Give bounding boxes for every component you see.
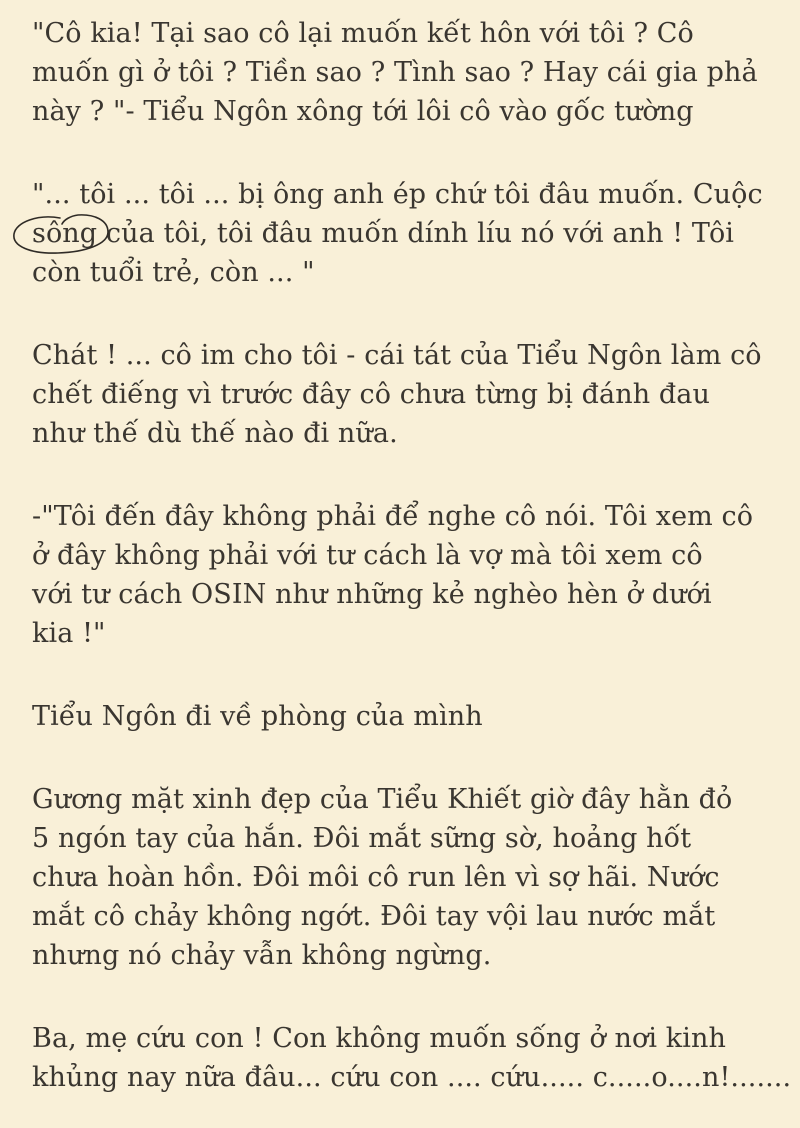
paragraph-2 xyxy=(32,175,792,292)
text-line: Chát ! ... cô im cho tôi - cái tát của Tiểu Ngôn làm cô xyxy=(32,340,762,371)
paragraph-6 xyxy=(32,780,792,975)
text-line: nhưng nó chảy vẫn không ngừng. xyxy=(32,940,492,971)
text-line: mắt cô chảy không ngớt. Đôi tay vội lau nước mắt xyxy=(32,901,716,932)
text-line: Gương mặt xinh đẹp của Tiểu Khiết giờ đây hằn đỏ xyxy=(32,784,733,815)
paragraph-gap xyxy=(32,131,792,175)
text-line: Ba, mẹ cứu con ! Con không muốn sống ở nơi kinh xyxy=(32,1023,726,1054)
paragraph-gap xyxy=(32,453,792,497)
paragraph-gap xyxy=(32,653,792,697)
text-line: khủng nay nữa đâu... cứu con .... cứu..... c.....o....n!....... xyxy=(32,1062,792,1093)
text-line: còn tuổi trẻ, còn ... " xyxy=(32,257,315,288)
text-line: 5 ngón tay của hắn. Đôi mắt sững sờ, hoảng hốt xyxy=(32,823,692,854)
text-line: Tiểu Ngôn đi về phòng của mình xyxy=(32,701,483,732)
text-line: này ? "- Tiểu Ngôn xông tới lôi cô vào gốc tường xyxy=(32,96,694,127)
paragraph-5 xyxy=(32,697,792,736)
text-line: "... tôi ... tôi ... bị ông anh ép chứ tôi đâu muốn. Cuộc xyxy=(32,179,763,210)
text-line: kia !" xyxy=(32,618,106,649)
paragraph-1 xyxy=(32,14,792,131)
paragraph-4 xyxy=(32,497,792,653)
story-text xyxy=(32,14,792,1097)
text-line: chưa hoàn hồn. Đôi môi cô run lên vì sợ hãi. Nước xyxy=(32,862,720,893)
text-line: sông của tôi, tôi đâu muốn dính líu nó với anh ! Tôi xyxy=(32,218,735,249)
text-line: -"Tôi đến đây không phải để nghe cô nói. Tôi xem cô xyxy=(32,501,754,532)
paragraph-gap xyxy=(32,292,792,336)
text-line: "Cô kia! Tại sao cô lại muốn kết hôn với tôi ? Cô xyxy=(32,18,694,49)
text-line: như thế dù thế nào đi nữa. xyxy=(32,418,398,449)
text-line: muốn gì ở tôi ? Tiền sao ? Tình sao ? Hay cái gia phả xyxy=(32,57,758,88)
paragraph-gap xyxy=(32,736,792,780)
text-line: chết điếng vì trước đây cô chưa từng bị đánh đau xyxy=(32,379,710,410)
paragraph-gap xyxy=(32,975,792,1019)
text-line: với tư cách OSIN như những kẻ nghèo hèn ở dưới xyxy=(32,579,712,610)
text-line: ở đây không phải với tư cách là vợ mà tôi xem cô xyxy=(32,540,703,571)
paragraph-3 xyxy=(32,336,792,453)
paragraph-7 xyxy=(32,1019,792,1097)
